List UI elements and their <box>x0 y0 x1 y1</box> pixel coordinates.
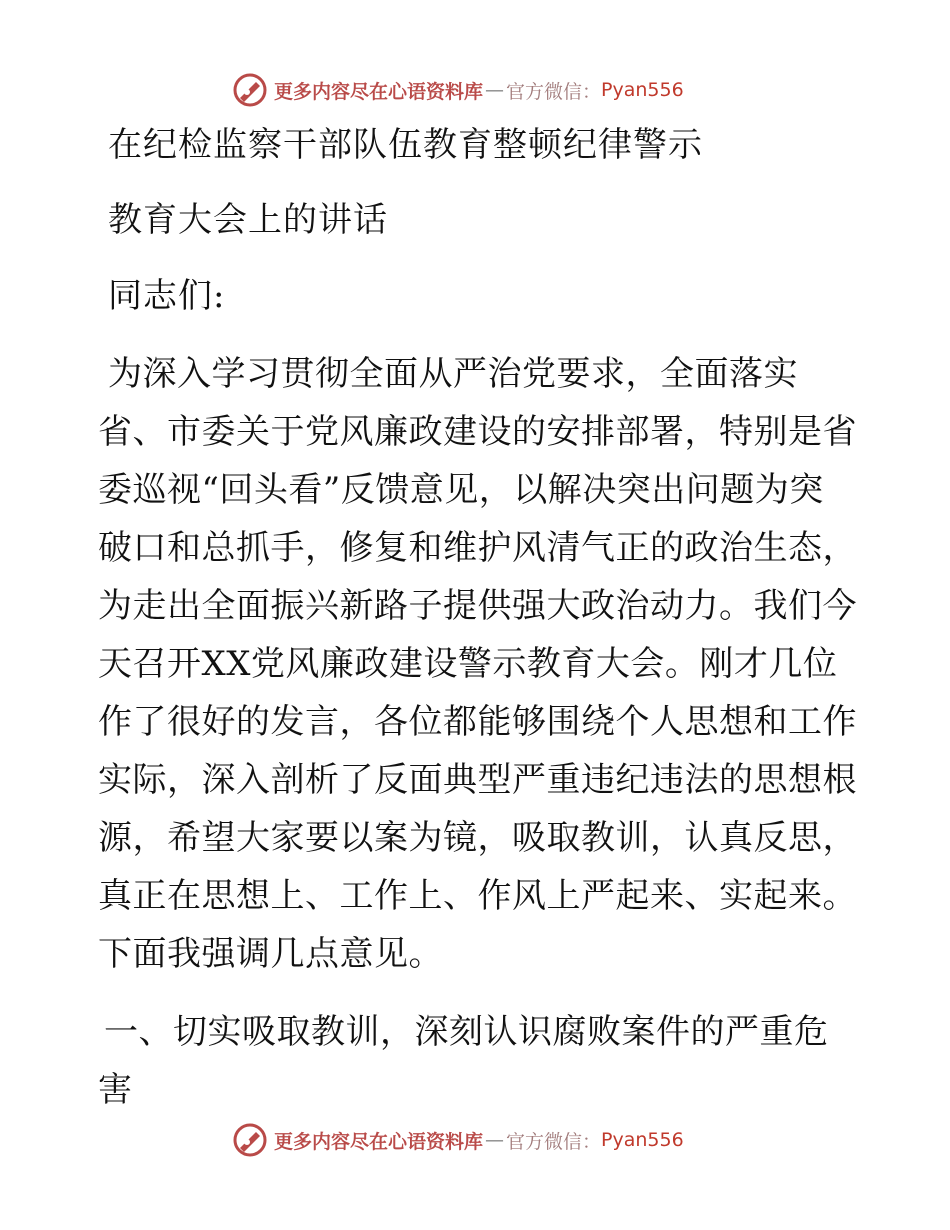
banner-contact-id: Pyan556 <box>601 79 684 101</box>
banner-slogan: 更多内容尽在心语资料库 <box>274 80 484 103</box>
body-paragraph: 为深入学习贯彻全面从严治党要求，全面落实省、市委关于党风廉政建设的安排部署，特别是省委巡视“回头看”反馈意见，以解决突出问题为突破口和总抓手，修复和维护风清气正的政治生态，为走出全面振兴新路子提供强大政治动力。我们今天召开XX党风廉政建设警示教育大会。刚才几位作了很好的发言，各位都能够围绕个人思想和工作实际，深入剖析了反面典型严重违纪违法的思想根源，希望大家要以案为镜，吸取教训，认真反思，真正在思想上、工作上、作风上严起来、实起来。下面我强调几点意见。 <box>98 354 857 974</box>
section-heading: 一、切实吸取教训，深刻认识腐败案件的严重危害 <box>98 1012 829 1110</box>
banner-contact-label: 官方微信： <box>506 80 602 103</box>
pen-logo-icon <box>232 1122 268 1158</box>
banner-separator: — <box>485 79 505 101</box>
banner-contact-label: 官方微信： <box>506 1130 602 1153</box>
pen-logo-icon <box>232 72 268 108</box>
document-title-line-2: 教育大会上的讲话 <box>108 200 388 240</box>
footer-banner <box>232 1120 752 1160</box>
banner-separator: — <box>485 1129 505 1151</box>
header-banner <box>232 70 752 110</box>
salutation: 同志们: <box>108 276 226 316</box>
document-title-line-1: 在纪检监察干部队伍教育整顿纪律警示 <box>108 125 703 165</box>
banner-contact-id: Pyan556 <box>601 1129 684 1151</box>
banner-slogan: 更多内容尽在心语资料库 <box>274 1130 484 1153</box>
